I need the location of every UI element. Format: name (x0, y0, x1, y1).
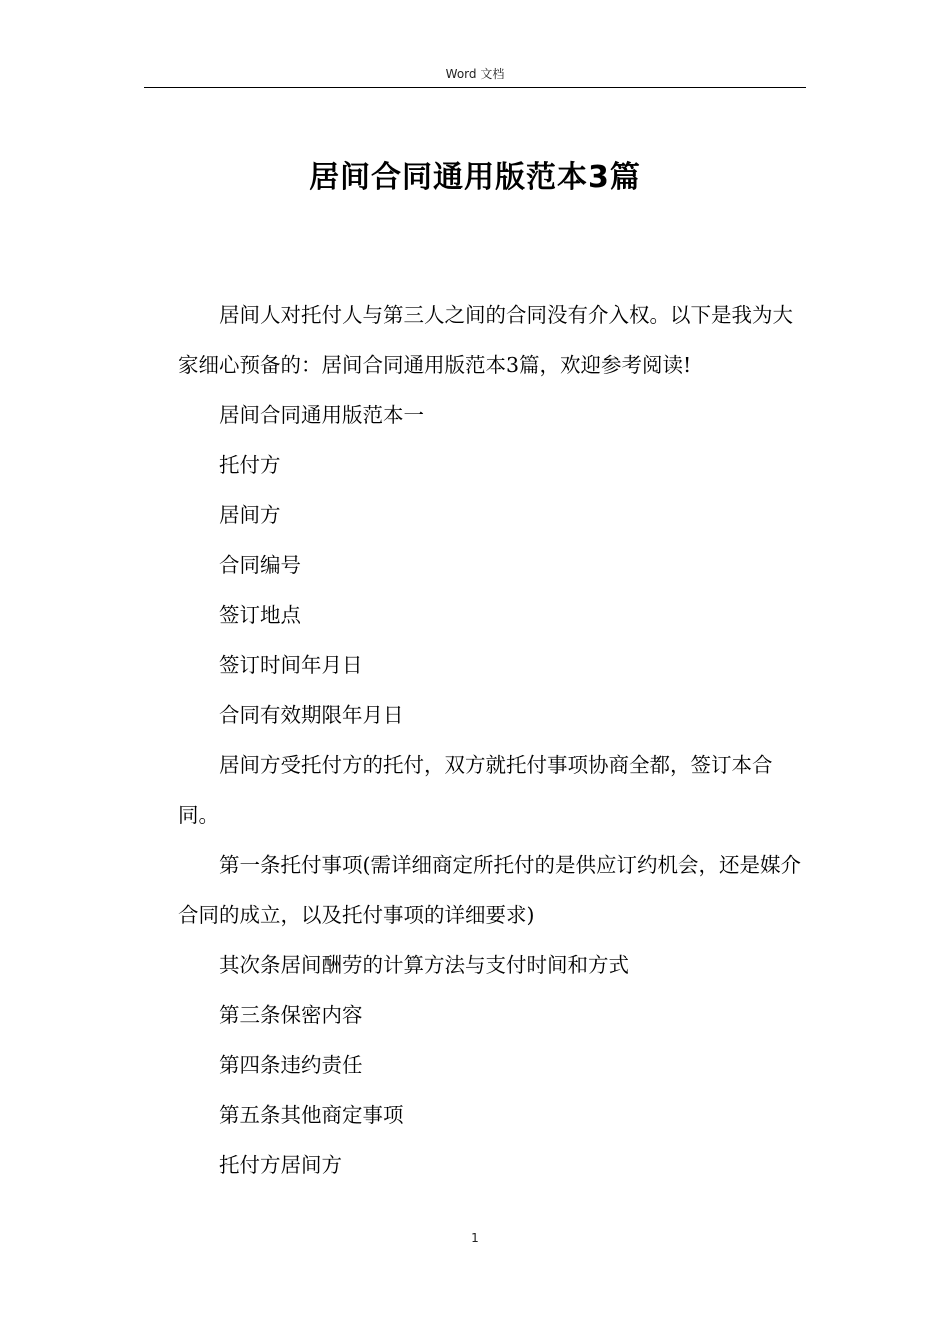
paragraph-principal: 托付方 (219, 453, 281, 477)
paragraph-signatures: 托付方居间方 (219, 1153, 342, 1177)
document-title: 居间合同通用版范本3篇 (309, 160, 641, 195)
paragraph-article-2: 其次条居间酬劳的计算方法与支付时间和方式 (219, 953, 629, 977)
paragraph-contract-number: 合同编号 (219, 553, 301, 577)
paragraph-article-4: 第四条违约责任 (219, 1053, 363, 1077)
paragraph-agreement: 居间方受托付方的托付，双方就托付事项协商全都，签订本合同。 (178, 753, 773, 827)
paragraph-broker: 居间方 (219, 503, 281, 527)
paragraph-article-5: 第五条其他商定事项 (219, 1103, 404, 1127)
paragraph-article-1: 第一条托付事项(需详细商定所托付的是供应订约机会，还是媒介合同的成立，以及托付事项的详细要求) (178, 853, 801, 927)
paragraph-article-3: 第三条保密内容 (219, 1003, 363, 1027)
header-divider (144, 87, 806, 88)
page-number: 1 (471, 1231, 479, 1245)
paragraph-signing-time: 签订时间年月日 (219, 653, 363, 677)
paragraph-signing-place: 签订地点 (219, 603, 301, 627)
page-header-label: Word 文档 (445, 67, 505, 81)
paragraph-intro: 居间人对托付人与第三人之间的合同没有介入权。以下是我为大家细心预备的：居间合同通用版范本3篇，欢迎参考阅读! (178, 303, 793, 377)
paragraph-validity-period: 合同有效期限年月日 (219, 703, 404, 727)
paragraph-section-heading: 居间合同通用版范本一 (219, 403, 424, 427)
document-body (178, 290, 806, 1190)
